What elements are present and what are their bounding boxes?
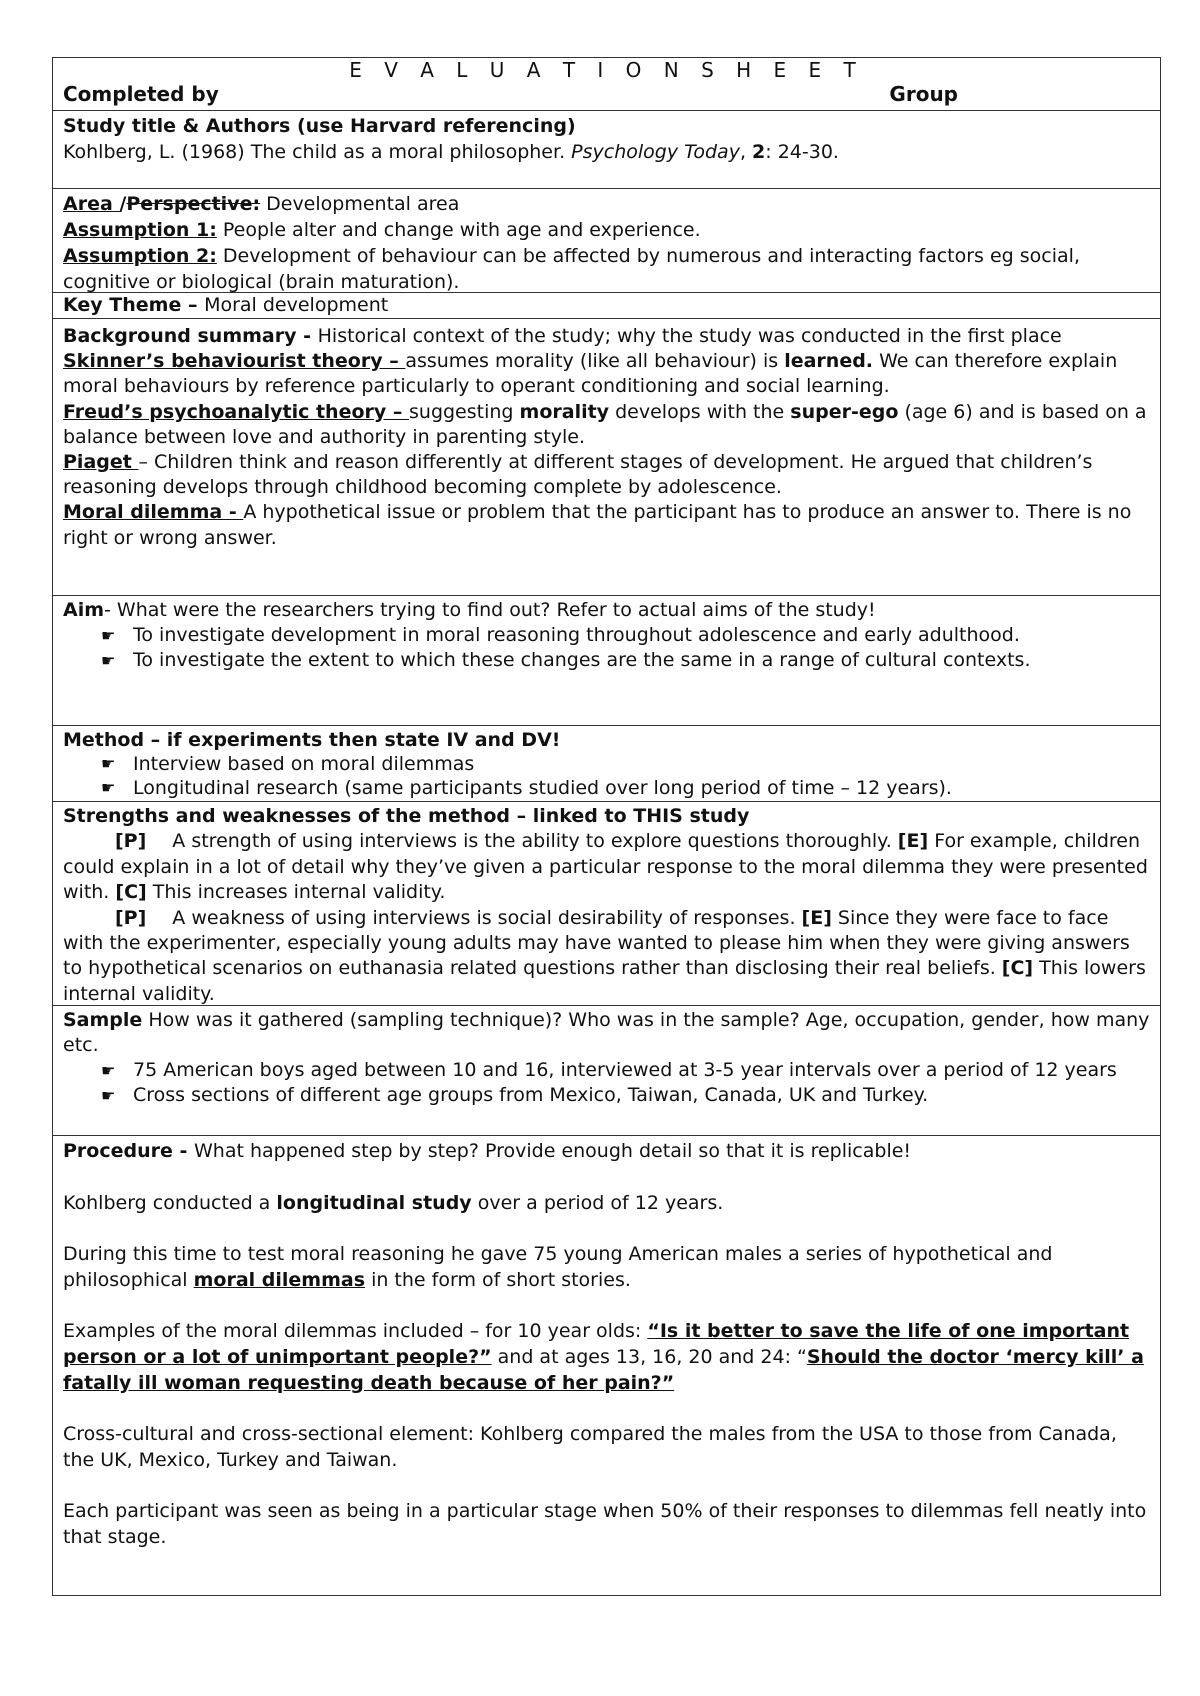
point-marker: [P] [115,906,147,929]
procedure-paragraph [63,1319,1150,1396]
freud-text-3: (age 6) and is based on a balance between love and authority in parenting style. [63,400,1147,448]
weakness-evidence: Since they were face to face with the experimenter, especially young adults may have wanted to please him when they were giving answers to hypothetical scenarios on euthanasia related questions rather than disclosing their real beliefs. [63,906,1130,980]
freud-bold-morality: morality [519,400,610,423]
ref-volume: 2 [752,141,766,163]
procedure-paragraph: Cross-cultural and cross-sectional element: Kohlberg compared the males from the USA to those from Canada, the UK, Mexico, Turkey and Taiwan. [63,1423,1117,1471]
method-row [53,725,1160,801]
hand-pointer-icon: ☛ [101,1086,116,1105]
procedure-label: Procedure - [63,1140,194,1162]
aim-bullet-text: To investigate the extent to which these changes are the same in a range of cultural contexts. [133,649,1031,671]
p2-text-2: in the form of short stories. [365,1268,631,1291]
piaget-text: – Children think and reason differently at different stages of development. He argued that children’s reasoning develops through childhood becoming complete by adolescence. [63,451,1093,499]
aim-bullet-text: To investigate development in moral reasoning throughout adolescence and early adulthood. [133,624,1020,646]
background-label: Background summary - [63,325,318,347]
area-label: Area [63,193,120,215]
skinner-text: assumes morality (like all behaviour) is [405,350,785,373]
comment-marker: [C] [1001,957,1034,980]
procedure-paragraph [63,1191,1150,1217]
p3-question-2: Should the doctor ‘mercy kill’ a fatally ill woman requesting death because of her pain?” [63,1345,1144,1394]
area-row [53,188,1160,292]
procedure-paragraph: Each participant was seen as being in a particular stage when 50% of their responses to dilemmas fell neatly into that stage. [63,1500,1147,1548]
procedure-paragraph [63,1242,1150,1293]
ref-sep: , [739,141,753,163]
study-row [53,110,1160,188]
list-item [63,648,1150,673]
strength-comment: This increases internal validity. [146,881,446,904]
area-value: Developmental area [260,193,460,215]
p2-text: During this time to test moral reasoning he gave 75 young American males a series of hypothetical and philosophical [63,1243,1053,1291]
theme-text: Moral development [204,294,389,316]
p3-text-2: and at ages 13, 16, 20 and 24: “ [491,1345,807,1368]
sample-text: How was it gathered (sampling technique)? Who was in the sample? Age, occupation, gender, how many etc. [63,1009,1150,1056]
dilemma-label: Moral dilemma - [63,501,244,524]
sample-bullet-text: Cross sections of different age groups from Mexico, Taiwan, Canada, UK and Turkey. [133,1084,929,1106]
study-label: Study title & Authors (use Harvard referencing) [63,115,576,137]
header-row [53,58,1160,110]
hand-pointer-icon: ☛ [101,626,116,645]
dilemma-text: A hypothetical issue or problem that the participant has to produce an answer to. There is no right or wrong answer. [63,501,1132,549]
assumption-2-text: Development of behaviour can be affected by numerous and interacting factors eg social, cognitive or biological (brain maturation). [63,245,1080,293]
theme-row [53,292,1160,318]
evaluation-sheet [52,57,1161,1596]
freud-label: Freud’s psychoanalytic theory – [63,400,409,423]
sample-row [53,1005,1160,1135]
method-label: Method – if experiments then state IV and DV! [63,729,561,751]
aim-row [53,595,1160,725]
background-intro: Historical context of the study; why the study was conducted in the first place [317,325,1062,347]
sw-label: Strengths and weaknesses of the method – linked to THIS study [63,805,750,827]
perspective-label: Perspective: [126,193,261,215]
strengths-weaknesses-row [53,801,1160,1005]
aim-label: Aim [63,599,105,621]
list-item [63,752,1150,776]
weakness-comment: This lowers internal validity. [63,957,1146,1005]
hand-pointer-icon: ☛ [101,1061,116,1080]
study-reference [63,139,1150,165]
assumption-1-label: Assumption 1: [63,219,217,241]
point-marker: [P] [115,830,147,853]
p1-text-2: over a period of 12 years. [471,1191,724,1214]
comment-marker: [C] [115,881,147,904]
area-slash: / [119,193,127,215]
ref-pages: : 24-30. [765,141,839,163]
strength-text: A strength of using interviews is the ability to explore questions thoroughly. [172,830,898,853]
p1-bold: longitudinal study [276,1191,472,1214]
procedure-text: What happened step by step? Provide enough detail so that it is replicable! [194,1140,912,1162]
completed-by-label: Completed by [63,82,219,106]
list-item [63,623,1150,648]
skinner-bold: learned. [784,350,874,373]
hand-pointer-icon: ☛ [101,651,116,670]
list-item [63,776,1150,800]
p2-bold: moral dilemmas [193,1268,366,1291]
aim-text: - What were the researchers trying to find out? Refer to actual aims of the study! [104,599,876,621]
background-row [53,318,1160,595]
assumption-1-text: People alter and change with age and experience. [216,219,701,241]
freud-bold-superego: super-ego [790,400,899,423]
piaget-label: Piaget [63,451,139,474]
method-bullet-text: Interview based on moral dilemmas [133,753,475,775]
method-bullet-text: Longitudinal research (same participants studied over long period of time – 12 years). [133,777,952,799]
skinner-label: Skinner’s behaviourist theory – [63,350,406,373]
procedure-row [53,1135,1160,1595]
ref-journal: Psychology Today [571,141,740,163]
p3-text: Examples of the moral dilemmas included – for 10 year olds: [63,1320,648,1343]
list-item [63,1083,1150,1108]
hand-pointer-icon: ☛ [101,754,116,773]
weakness-text: A weakness of using interviews is social desirability of responses. [172,906,802,929]
evidence-marker: [E] [897,830,929,853]
strength-evidence: For example, children could explain in a lot of detail why they’ve given a particular response to the moral dilemma they were presented with. [63,830,1148,904]
ref-text: Kohlberg, L. (1968) The child as a moral philosopher. [63,141,572,163]
evidence-marker: [E] [801,906,832,929]
theme-label: Key Theme – [63,294,205,316]
sheet-title: E V A L U A T I O N S H E E T [349,58,864,82]
freud-text: suggesting [409,400,520,423]
freud-text-2: develops with the [609,400,791,423]
hand-pointer-icon: ☛ [101,778,116,797]
p1-text: Kohlberg conducted a [63,1191,277,1214]
sample-label: Sample [63,1009,143,1031]
p3-question-1: “Is it better to save the life of one important person or a lot of unimportant people?” [63,1320,1130,1368]
group-label: Group [889,82,958,106]
skinner-text-2: We can therefore explain moral behaviours by reference particularly to operant conditioning and social learning. [63,350,1118,398]
sample-bullet-text: 75 American boys aged between 10 and 16, interviewed at 3-5 year intervals over a period of 12 years [133,1059,1117,1081]
list-item [63,1058,1150,1083]
assumption-2-label: Assumption 2: [63,245,217,267]
header-fields [63,82,1150,106]
